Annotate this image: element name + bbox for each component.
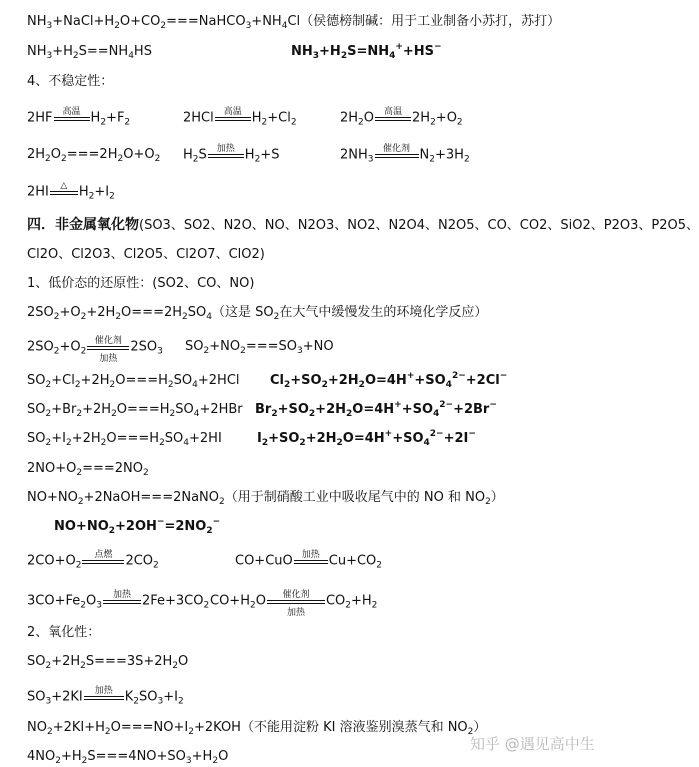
equation-hf-decomp: 2HF 高温 $H_2+F_2$ [27,107,131,128]
equation-co-combustion: $2CO+O_2$ 点燃 $2CO_2$ [27,550,159,571]
zhihu-watermark: 知乎 @遇见高中生 [470,735,595,753]
section-nonmetal-oxides: 四．非金属氧化物(SO3、SO2、N2O、NO、N2O3、NO2、N2O4、N2O5、CO、CO2、SiO2、P2O3、P2O5、 [27,217,699,233]
equation-hi-decomp: 2HI △ $H_2+I_2$ [27,181,115,202]
ionic-equation-nh3-h2s: $NH_3+H_2S=NH_4^++HS^-$ [291,42,442,61]
equation-so2-h2so4: $2SO_2+O_2+2H_2O===2H_2SO_4$（这是 $SO_2$在大气中缓慢发生的环境化学反应） [27,305,488,322]
equation-co-fe2o3: $3CO+Fe_2O_3$ 加热 $2Fe+3CO_2$ [27,590,210,611]
equation-so2-i2: $SO_2+I_2+2H_2O===H_2SO_4+2HI$ [27,431,222,448]
equation-no-no2-naoh: $NO+NO_2+2NaOH===2NaNO_2$（用于制硝酸工业中吸收尾气中的 NO 和 $NO_2$） [27,490,504,507]
equation-so2-br2: $SO_2+Br_2+2H_2O===H_2SO_4+2HBr$ [27,402,243,419]
equation-nh3-decomp: $2NH_3$ 催化剂 $N_2+3H_2$ [340,144,470,165]
section-low-valence-reducing: 1、低价态的还原性：(SO2、CO、NO) [27,276,255,291]
equation-so2-no2: $SO_2+NO_2===SO_3+NO$ [185,339,334,356]
equation-so2-cl2: $SO_2+Cl_2+2H_2O===H_2SO_4+2HCl$ [27,373,240,390]
section-instability: 4、不稳定性： [27,74,114,89]
equation-so2-h2s: $SO_2+2H_2S===3S+2H_2O$ [27,654,189,671]
equation-nh3-h2s: $NH_3+H_2S==NH_4HS$ [27,44,152,61]
equation-h2s-decomp: $H_2S$ 加热 $H_2+S$ [183,144,280,165]
ionic-equation-so2-br2: $Br_2+SO_2+2H_2O=4H^++SO_4^{2-}+2Br^-$ [255,400,497,419]
oxide-list-continued: Cl2O、Cl2O3、Cl2O5、Cl2O7、ClO2) [27,247,265,262]
equation-hcl-decomp: 2HCl 高温 $H_2+Cl_2$ [183,107,297,128]
equation-no-o2: $2NO+O_2===2NO_2$ [27,461,149,478]
section-oxidizing: 2、氧化性： [27,625,101,640]
equation-ammonia-soda: $NH_3+NaCl+H_2O+CO_2===NaHCO_3+NH_4Cl$（侯德榜制碱：用于工业制备小苏打，苏打） [27,14,561,31]
equation-co-h2o: $CO+H_2O$ 催化剂 加热 $CO_2+H_2$ [210,590,378,618]
equation-no2-ki: $NO_2+2KI+H_2O===NO+I_2+2KOH$（不能用淀粉 KI 溶液鉴别溴蒸气和 $NO_2$） [27,720,487,737]
equation-so2-catalytic-oxidation: $2SO_2+O_2$ 催化剂 加热 $2SO_3$ [27,336,163,364]
ionic-equation-no-no2-oh: $NO+NO_2+2OH^-=2NO_2^-$ [54,517,221,536]
ionic-equation-so2-i2: $I_2+SO_2+2H_2O=4H^++SO_4^{2-}+2I^-$ [257,429,476,448]
equation-co-cuo: CO+CuO 加热 $Cu+CO_2$ [235,550,383,571]
ionic-equation-so2-cl2: $Cl_2+SO_2+2H_2O=4H^++SO_4^{2-}+2Cl^-$ [270,371,508,390]
equation-water-decomp: $2H_2O$ 高温 $2H_2+O_2$ [340,107,463,128]
equation-no2-h2s: $4NO_2+H_2S===4NO+SO_3+H_2O$ [27,749,229,766]
equation-so3-ki: $SO_3+2KI$ 加热 $K_2SO_3+I_2$ [27,686,184,707]
equation-h2o2-decomp: $2H_2O_2===2H_2O+O_2$ [27,147,161,164]
